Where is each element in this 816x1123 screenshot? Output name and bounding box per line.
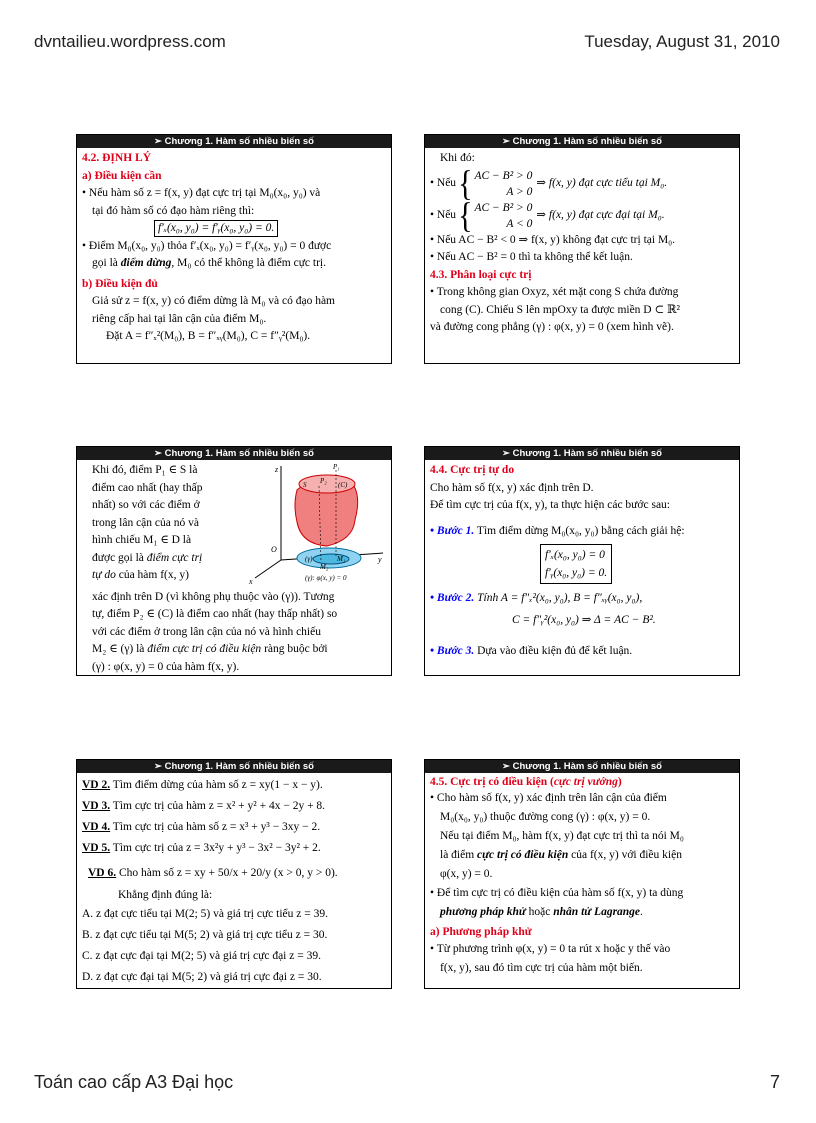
slide-header: ➢ Chương 1. Hàm số nhiều biến số (77, 760, 391, 773)
section-title: 4.4. Cực trị tự do (430, 464, 515, 476)
section-title: 4.5. Cực trị có điều kiện (cực trị vướng) (430, 776, 622, 788)
slide-2 (424, 134, 740, 364)
text-line: hình chiếu M₁ ∈ D là (92, 534, 192, 546)
text-line: • Từ phương trình φ(x, y) = 0 ta rút x hoặc y thế vào (430, 943, 671, 955)
text-line: M₀(x₀, y₀) thuộc đường cong (γ) : φ(x, y) = 0. (440, 811, 651, 823)
slide-4 (424, 446, 740, 676)
text-line: nhất) so với các điểm ở (92, 499, 200, 511)
text-line: (γ) : φ(x, y) = 0 của hàm f(x, y). (92, 660, 240, 673)
text-line: tự, điểm P₂ ∈ (C) là điểm cao nhất (hay thấp nhất) so (92, 608, 338, 620)
text-line: M₂ ∈ (γ) là điểm cực trị có điều kiện ràng buộc bởi (92, 643, 328, 655)
z-label: z (275, 465, 279, 474)
slide-header: ➢ Chương 1. Hàm số nhiều biến số (425, 760, 739, 773)
text-line: xác định trên D (vì không phụ thuộc vào (γ)). Tương (92, 590, 335, 603)
p2-label: P₂ (320, 477, 327, 485)
subsection-title: a) Phương pháp khử (430, 926, 532, 938)
p1-label: P₁ (333, 463, 340, 471)
slide-header: ➢ Chương 1. Hàm số nhiều biến số (77, 135, 391, 148)
page-header-right: Tuesday, August 31, 2010 (584, 32, 780, 51)
s-label: S (303, 481, 307, 489)
text-line: • Nếu hàm số z = f(x, y) đạt cực trị tại M₀(x₀, y₀) và (82, 187, 321, 199)
origin-label: O (271, 545, 277, 554)
text-line: điểm cao nhất (hay thấp (92, 481, 203, 494)
option-c: C. z đạt cực đại tại M(2; 5) và giá trị cực đại z = 39. (82, 950, 321, 962)
text-line: • Nếu AC − B² = 0 thì ta không thể kết luận. (430, 251, 633, 263)
constraint-label: (γ): φ(x, y) = 0 (305, 574, 347, 582)
page-footer-left: Toán cao cấp A3 Đại học (34, 1072, 234, 1092)
text-line: với các điểm ở trong lân cận của nó và hình chiếu (92, 625, 321, 638)
section-title: 4.2. ĐỊNH LÝ (82, 152, 152, 164)
text-line: • Để tìm cực trị có điều kiện của hàm số f(x, y) ta dùng (430, 887, 684, 899)
condition-row: • Nếu { AC − B² > 0 A < 0 ⇒ f(x, y) đạt cực đại tại M₀. (430, 195, 665, 235)
x-axis-line (255, 560, 281, 578)
slide-header: ➢ Chương 1. Hàm số nhiều biến số (425, 135, 739, 148)
text-line: Để tìm cực trị của f(x, y), ta thực hiện các bước sau: (430, 499, 670, 511)
page-header-left: dvntailieu.wordpress.com (34, 32, 226, 51)
x-label: x (249, 577, 253, 585)
c-label: (C) (338, 481, 348, 489)
example-4: VD 4. Tìm cực trị của hàm số z = x³ + y³ − 3xy − 2. (82, 821, 321, 833)
condition-row: • Nếu { AC − B² > 0 A > 0 ⇒ f(x, y) đạt cực tiểu tại M₀. (430, 163, 668, 203)
subsection-title: a) Điều kiện cần (82, 169, 162, 182)
slide-1 (76, 134, 392, 364)
text-line: • Điểm M₀(x₀, y₀) thỏa f′ₓ(x₀, y₀) = f′ᵧ(x₀, y₀) = 0 được (82, 239, 332, 252)
text-line: riêng cấp hai tại lân cận của điểm M₀. (92, 312, 267, 325)
boxed-formula: f′ₓ(x₀, y₀) = f′ᵧ(x₀, y₀) = 0. (154, 220, 278, 237)
option-a: A. z đạt cực tiểu tại M(2; 5) và giá trị cực tiểu z = 39. (82, 908, 328, 920)
text-line: là điểm cực trị có điều kiện của f(x, y) với điều kiện (440, 849, 682, 861)
slide-header: ➢ Chương 1. Hàm số nhiều biến số (425, 447, 739, 460)
m1-label: M₁ (337, 555, 346, 563)
slide-3 (76, 446, 392, 676)
text-line: được gọi là điểm cực trị (92, 551, 203, 564)
subsection-title: b) Điều kiện đủ (82, 277, 158, 290)
example-2: VD 2. Tìm điểm dừng của hàm số z = xy(1 − x − y). (82, 779, 323, 791)
text-line: φ(x, y) = 0. (440, 868, 493, 880)
text-line: Giả sử z = f(x, y) có điểm dừng là M₀ và có đạo hàm (92, 295, 335, 307)
text-line: phương pháp khử hoặc nhân tử Lagrange. (440, 906, 643, 918)
gamma-label: (γ) (305, 555, 313, 563)
text-line: gọi là điểm dừng, M₀ có thể không là điểm cực trị. (92, 257, 326, 269)
option-d: D. z đạt cực đại tại M(5; 2) và giá trị cực đại z = 30. (82, 971, 322, 983)
text-line: và đường cong phẳng (γ) : φ(x, y) = 0 (xem hình vẽ). (430, 321, 674, 333)
text-line: trong lân cận của nó và (92, 516, 199, 529)
slide-6 (424, 759, 740, 989)
step-3: • Bước 3. Dựa vào điều kiện đủ để kết luận. (430, 645, 633, 657)
text-line: Khi đó: (440, 152, 475, 164)
page-number: 7 (769, 1072, 780, 1092)
example-6: VD 6. Cho hàm số z = xy + 50/x + 20/y (x > 0, y > 0). (88, 867, 338, 879)
option-b: B. z đạt cực tiểu tại M(5; 2) và giá trị cực tiểu z = 30. (82, 929, 328, 941)
m2-label: M₂ (320, 563, 329, 571)
text-line: tại đó hàm số có đạo hàm riêng thì: (92, 204, 255, 217)
system-box: f′ₓ(x₀, y₀) = 0 f′ᵧ(x₀, y₀) = 0. (540, 544, 612, 584)
step-2: • Bước 2. Tính A = f″ₓ²(x₀, y₀), B = f″ₓᵧ(x₀, y₀), (430, 592, 643, 604)
text-line: C = f″ᵧ²(x₀, y₀) ⇒ Δ = AC − B². (512, 613, 656, 626)
text-line: Đặt A = f″ₓ²(M₀), B = f″ₓᵧ(M₀), C = f″ᵧ²(M₀). (106, 330, 311, 342)
step-1: • Bước 1. Tìm điểm dừng M₀(x₀, y₀) bằng cách giải hệ: (430, 524, 685, 537)
text-line: f(x, y), sau đó tìm cực trị của hàm một biến. (440, 962, 643, 974)
text-line: • Trong không gian Oxyz, xét mặt cong S chứa đường (430, 286, 679, 298)
example-3: VD 3. Tìm cực trị của hàm z = x² + y² + 4x − 2y + 8. (82, 800, 326, 812)
text-line: Khi đó, điểm P₁ ∈ S là (92, 464, 198, 476)
slide-header: ➢ Chương 1. Hàm số nhiều biến số (77, 447, 391, 460)
slide-5 (76, 759, 392, 989)
text-line: Nếu tại điểm M₀, hàm f(x, y) đạt cực trị thì ta nói M₀ (440, 830, 684, 842)
prompt-text: Khẳng định đúng là: (118, 889, 213, 901)
text-line: • Cho hàm số f(x, y) xác định trên lân cận của điểm (430, 792, 667, 804)
surface-figure (235, 460, 385, 585)
text-line: • Nếu AC − B² < 0 ⇒ f(x, y) không đạt cực trị tại M₀. (430, 233, 676, 246)
text-line: Cho hàm số f(x, y) xác định trên D. (430, 481, 594, 494)
text-line: tự do của hàm f(x, y) (92, 569, 189, 581)
section-title: 4.3. Phân loại cực trị (430, 268, 532, 281)
y-label: y (378, 555, 382, 564)
text-line: cong (C). Chiếu S lên mpOxy ta được miền D ⊂ ℝ² (440, 303, 681, 316)
example-5: VD 5. Tìm cực trị của z = 3x²y + y³ − 3x² − 3y² + 2. (82, 842, 321, 854)
